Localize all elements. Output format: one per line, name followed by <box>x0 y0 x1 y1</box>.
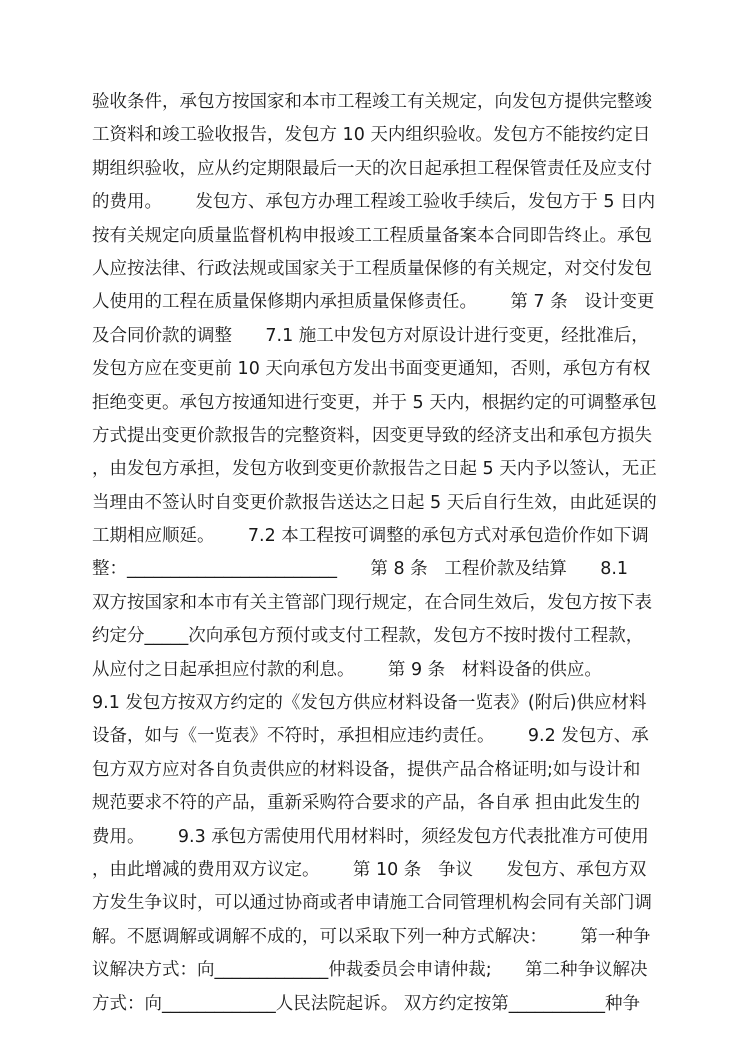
text-line: 9.1 发包方按双方约定的《发包方供应材料设备一览表》(附后)供应材料 <box>92 693 647 714</box>
text-line: 费用。 9.3 承包方需使用代用材料时，须经发包方代表批准方可使用 <box>92 826 649 847</box>
text-line: 拒绝变更。承包方按通知进行变更，并于 5 天内，根据约定的可调整承包 <box>92 392 657 413</box>
text-line: 约定分_____次向承包方预付或支付工程款，发包方不按时拨付工程款， <box>92 626 644 647</box>
text-line: 整：________________________ 第 8 条 工程价款及结算 8.1 <box>92 559 629 580</box>
text-line: 及合同价款的调整 7.1 施工中发包方对原设计进行变更，经批准后， <box>92 325 649 346</box>
text-line: 包方双方应对各自负责供应的材料设备，提供产品合格证明;如与设计和 <box>92 759 641 780</box>
text-line: 验收条件，承包方按国家和本市工程竣工有关规定，向发包方提供完整竣 <box>92 92 652 112</box>
text-line: 议解决方式：向_____________仲裁委员会申请仲裁; 第二种争议解决 <box>92 960 648 981</box>
text-line: 设备，如与《一览表》不符时，承担相应违约责任。 9.2 发包方、承 <box>92 726 649 747</box>
text-line: 期组织验收，应从约定期限最后一天的次日起承担工程保管责任及应支付 <box>92 158 652 179</box>
text-line: 发包方应在变更前 10 天向承包方发出书面变更通知，否则，承包方有权 <box>92 359 651 380</box>
text-line: 按有关规定向质量监督机构申报竣工工程质量备案本合同即告终止。承包 <box>92 225 652 246</box>
contract-body-text <box>92 86 657 1021</box>
text-line: 规范要求不符的产品，重新采购符合要求的产品，各自承 担由此发生的 <box>92 793 641 814</box>
text-line: 人应按法律、行政法规或国家关于工程质量保修的有关规定，对交付发包 <box>92 258 652 279</box>
text-line: 人使用的工程在质量保修期内承担质量保修责任。 第 7 条 设计变更 <box>92 292 655 313</box>
text-line: 方式提出变更价款报告的完整资料，因变更导致的经济支出和承包方损失 <box>92 425 652 446</box>
text-line: 当理由不签认时自变更价款报告送达之日起 5 天后自行生效，由此延误的 <box>92 492 657 513</box>
text-line: 方式：向_____________人民法院起诉。 双方约定按第___________种争 <box>92 993 641 1014</box>
text-line: ，由此增减的费用双方议定。 第 10 条 争议 发包方、承包方双 <box>92 859 647 880</box>
text-line: 方发生争议时，可以通过协商或者申请施工合同管理机构会同有关部门调 <box>92 893 652 914</box>
text-line: 工期相应顺延。 7.2 本工程按可调整的承包方式对承包造价作如下调 <box>92 526 649 547</box>
text-line: 解。不愿调解或调解不成的，可以采取下列一种方式解决： 第一种争 <box>92 926 651 947</box>
text-line: ，由发包方承担，发包方收到变更价款报告之日起 5 天内予以签认，无正 <box>92 459 657 480</box>
text-line: 工资料和竣工验收报告，发包方 10 天内组织验收。发包方不能按约定日 <box>92 125 651 146</box>
text-line: 的费用。 发包方、承包方办理工程竣工验收手续后，发包方于 5 日内 <box>92 192 656 213</box>
text-line: 从应付之日起承担应付款的利息。 第 9 条 材料设备的供应。 <box>92 659 602 680</box>
text-line: 双方按国家和本市有关主管部门现行规定，在合同生效后，发包方按下表 <box>92 592 652 613</box>
